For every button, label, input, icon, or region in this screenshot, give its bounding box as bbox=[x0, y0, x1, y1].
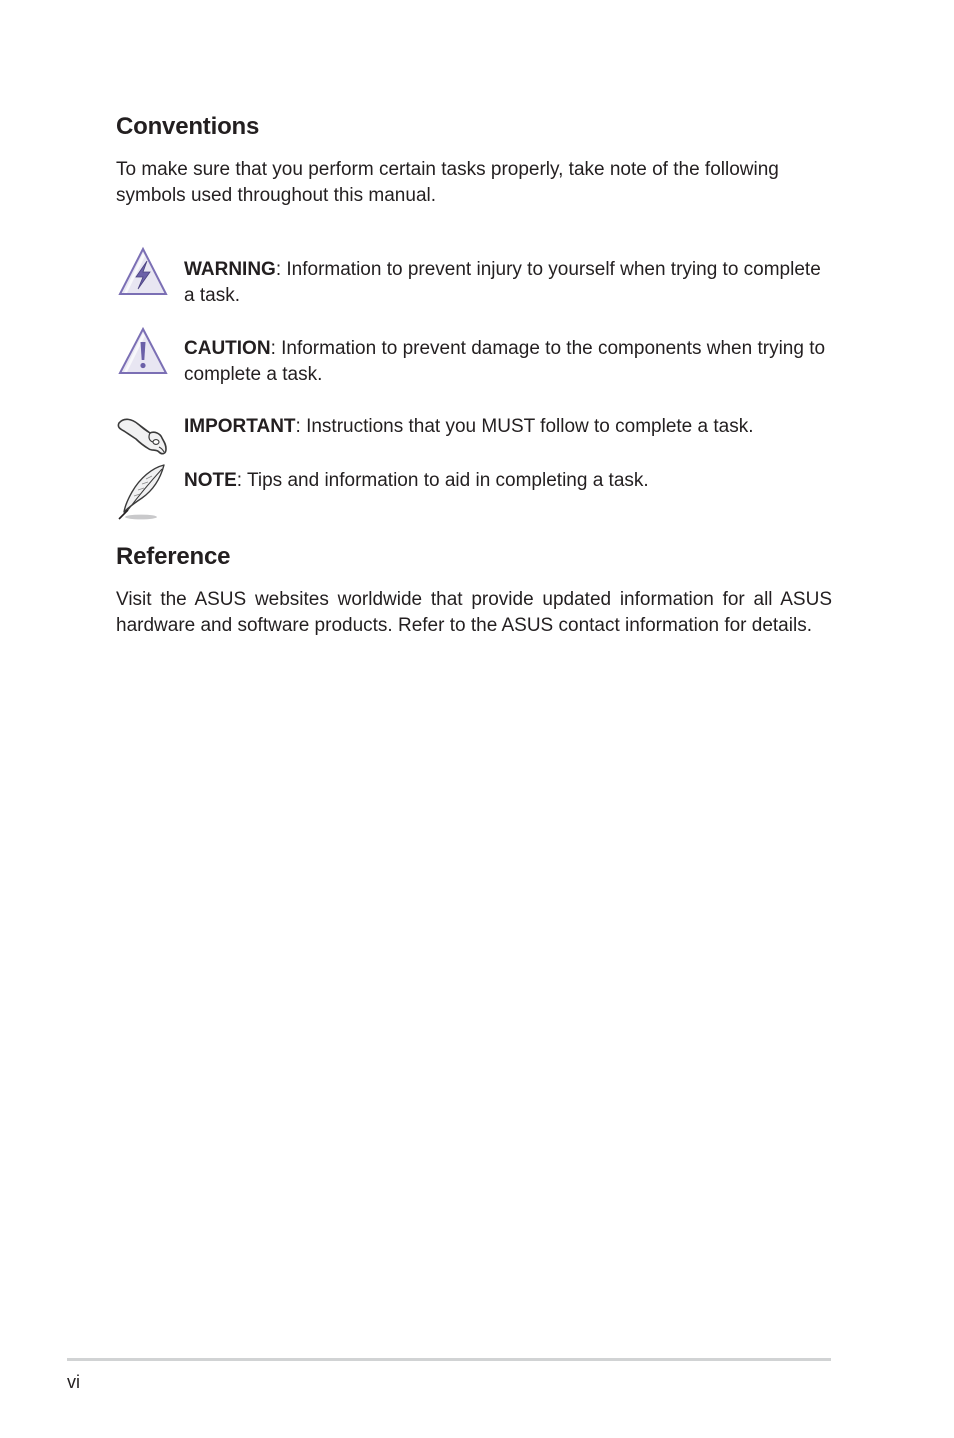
warning-notice bbox=[116, 244, 832, 304]
important-label: IMPORTANT bbox=[184, 416, 296, 437]
conventions-heading: Conventions bbox=[116, 113, 260, 140]
reference-heading: Reference bbox=[116, 543, 231, 570]
caution-triangle-exclamation-icon bbox=[116, 325, 170, 379]
note-label: NOTE bbox=[184, 470, 237, 491]
warning-label: WARNING bbox=[184, 259, 276, 280]
reference-text: Visit the ASUS websites worldwide that provide updated information for all ASUS hardware and software products. Refer to the ASUS contact information for details. bbox=[116, 589, 832, 636]
warning-triangle-lightning-icon bbox=[116, 244, 170, 298]
caution-notice bbox=[116, 325, 832, 385]
caution-text: : Information to prevent damage to the components when trying to complete a task. bbox=[184, 338, 826, 385]
hand-ok-icon bbox=[116, 411, 170, 465]
caution-label: CAUTION bbox=[184, 338, 271, 359]
note-notice bbox=[116, 462, 832, 522]
feather-quill-icon bbox=[116, 462, 170, 516]
conventions-intro: To make sure that you perform certain tasks properly, take note of the following symbols used throughout this manual. bbox=[116, 159, 779, 206]
important-text: : Instructions that you MUST follow to complete a task. bbox=[295, 416, 754, 437]
page-number: vi bbox=[67, 1372, 80, 1392]
footer-divider bbox=[67, 1358, 831, 1361]
warning-text: : Information to prevent injury to yourself when trying to complete a task. bbox=[184, 259, 821, 306]
note-text: : Tips and information to aid in completing a task. bbox=[236, 470, 649, 491]
